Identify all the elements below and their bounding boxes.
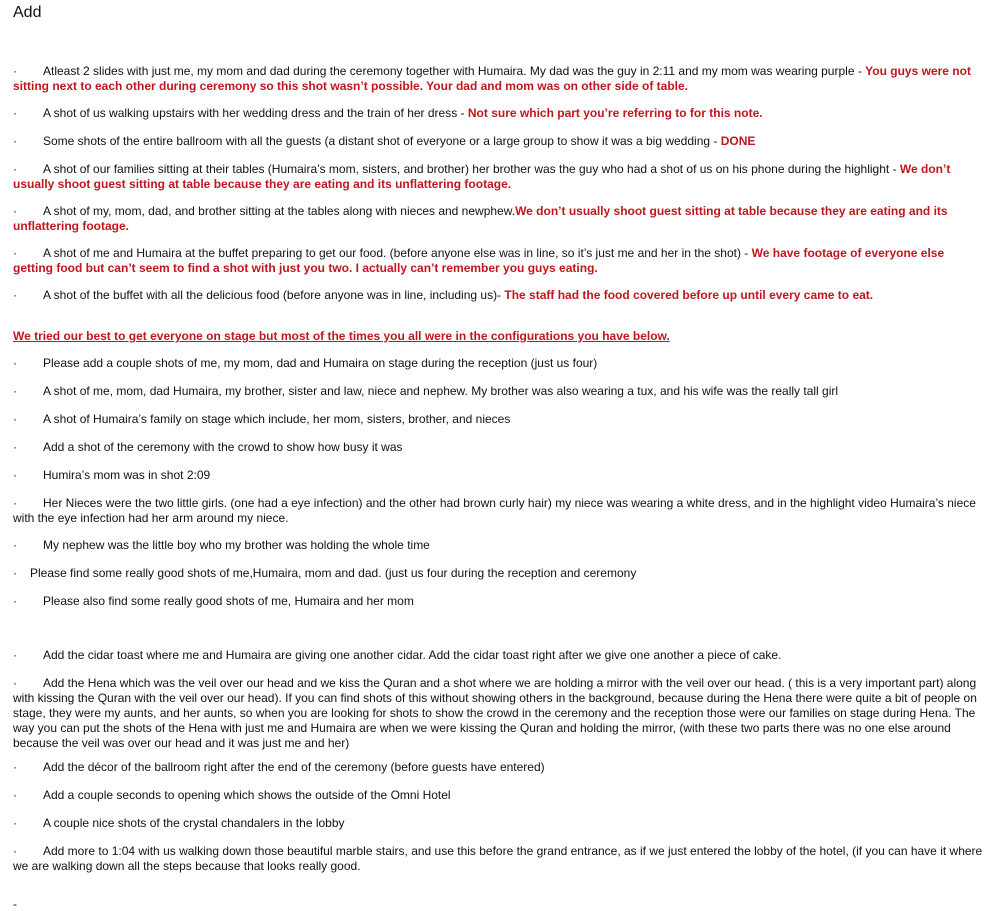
list-item bbox=[13, 844, 983, 874]
item-text: A shot of my, mom, dad, and brother sitting at the tables along with nieces and newphew. bbox=[43, 204, 516, 218]
item-note: The staff had the food covered before up until every came to eat. bbox=[504, 288, 874, 302]
list-item bbox=[13, 162, 983, 192]
list-item bbox=[13, 440, 983, 455]
item-text: Please find some really good shots of me,Humaira, mom and dad. (just us four during the reception and ceremony bbox=[30, 566, 637, 580]
item-note: You guys were not sitting next to each other during ceremony so this shot wasn’t possible. Your dad and mom was on other side of table. bbox=[13, 64, 971, 93]
bullet: · bbox=[13, 384, 17, 398]
bullet: · bbox=[13, 64, 17, 78]
item-text: A shot of me, mom, dad Humaira, my brother, sister and law, niece and nephew. My brother was also wearing a tux, and his wife was the really tall girl bbox=[43, 384, 839, 398]
list-item bbox=[13, 288, 983, 303]
list-item bbox=[13, 468, 983, 483]
item-text: Add the cidar toast where me and Humaira are giving one another cidar. Add the cidar toast right after we give one another a piece of cake. bbox=[43, 648, 782, 662]
item-text: Add the décor of the ballroom right after the end of the ceremony (before guests have entered) bbox=[43, 760, 545, 774]
bullet: · bbox=[13, 134, 17, 148]
list-item bbox=[13, 496, 983, 526]
list-item bbox=[13, 64, 983, 94]
item-text: Please also find some really good shots of me, Humaira and her mom bbox=[43, 594, 414, 608]
bullet: · bbox=[13, 204, 17, 218]
item-text: Atleast 2 slides with just me, my mom and dad during the ceremony together with Humaira. My dad was the guy in 2:11 and my mom was wearing purple - bbox=[43, 64, 866, 78]
list-item bbox=[13, 538, 983, 553]
item-text: My nephew was the little boy who my brother was holding the whole time bbox=[43, 538, 430, 552]
bullet: · bbox=[13, 496, 17, 510]
bullet: · bbox=[13, 440, 17, 454]
bullet: · bbox=[13, 676, 17, 690]
list-item bbox=[13, 566, 983, 581]
bullet: · bbox=[13, 246, 17, 260]
item-text: A shot of the buffet with all the delicious food (before anyone was in line, including us)- bbox=[43, 288, 505, 302]
item-text: Some shots of the entire ballroom with all the guests (a distant shot of everyone or a large group to show it was a big wedding - bbox=[43, 134, 721, 148]
list-item bbox=[13, 594, 983, 609]
bullet: · bbox=[13, 788, 17, 802]
bullet: · bbox=[13, 648, 17, 662]
item-note: DONE bbox=[720, 134, 756, 148]
bullet: · bbox=[13, 162, 17, 176]
item-text: A shot of Humaira’s family on stage which include, her mom, sisters, brother, and nieces bbox=[43, 412, 511, 426]
bullet: · bbox=[13, 594, 17, 608]
list-item bbox=[13, 106, 983, 121]
item-text: Add more to 1:04 with us walking down those beautiful marble stairs, and use this before the grand entrance, as if we just entered the lobby of the hotel, (if you can have it where we are walking down all the steps because that looks really good. bbox=[13, 844, 983, 873]
document-title: Add bbox=[13, 4, 42, 21]
item-text: Humira’s mom was in shot 2:09 bbox=[43, 468, 211, 482]
list-item bbox=[13, 356, 983, 371]
list-item bbox=[13, 816, 983, 831]
section-heading: We tried our best to get everyone on stage but most of the times you all were in the configurations you have below. bbox=[13, 329, 670, 343]
list-item bbox=[13, 134, 983, 149]
bullet: · bbox=[13, 468, 17, 482]
item-note: We don’t usually shoot guest sitting at table because they are eating and its unflattering footage. bbox=[13, 162, 951, 191]
bullet: · bbox=[13, 412, 17, 426]
item-text: Please add a couple shots of me, my mom, dad and Humaira on stage during the reception (just us four) bbox=[43, 356, 598, 370]
bullet: · bbox=[13, 538, 17, 552]
item-note: We don’t usually shoot guest sitting at table because they are eating and its unflattering footage. bbox=[13, 204, 948, 233]
bullet: · bbox=[13, 356, 17, 370]
list-item bbox=[13, 788, 983, 803]
item-text: A shot of us walking upstairs with her wedding dress and the train of her dress - bbox=[43, 106, 468, 120]
item-text: A couple nice shots of the crystal chandalers in the lobby bbox=[43, 816, 345, 830]
bullet: · bbox=[13, 288, 17, 302]
item-text: Add a couple seconds to opening which shows the outside of the Omni Hotel bbox=[43, 788, 451, 802]
list-item bbox=[13, 384, 983, 399]
list-item bbox=[13, 648, 983, 663]
list-item bbox=[13, 412, 983, 427]
list-item bbox=[13, 676, 983, 751]
item-note: We have footage of everyone else getting food but can’t seem to find a shot with just you two. I actually can’t remember you guys eating. bbox=[13, 246, 945, 275]
list-item bbox=[13, 760, 983, 775]
item-text: Add a shot of the ceremony with the crowd to show how busy it was bbox=[43, 440, 403, 454]
item-text: A shot of me and Humaira at the buffet preparing to get our food. (before anyone else was in line, so it’s just me and her in the shot) - bbox=[43, 246, 752, 260]
list-item bbox=[13, 204, 983, 234]
bullet: · bbox=[13, 816, 17, 830]
item-text: A shot of our families sitting at their tables (Humaira’s mom, sisters, and brother) her brother was the guy who had a shot of us on his phone during the highlight - bbox=[43, 162, 900, 176]
bullet: · bbox=[13, 760, 17, 774]
bullet: · bbox=[13, 844, 17, 858]
item-text: Her Nieces were the two little girls. (one had a eye infection) and the other had brown curly hair) my niece was wearing a white dress, and in the highlight video Humaira’s niece with the eye infection had her arm around my niece. bbox=[13, 496, 976, 525]
bullet: · bbox=[13, 566, 17, 580]
trailing-dash: - bbox=[13, 897, 17, 911]
list-item bbox=[13, 246, 983, 276]
bullet: · bbox=[13, 106, 17, 120]
item-note: Not sure which part you’re referring to for this note. bbox=[467, 106, 763, 120]
item-text: Add the Hena which was the veil over our head and we kiss the Quran and a shot where we are holding a mirror with the veil over our head. ( this is a very important part) along with kissing the Quran with the veil over our head). If you can find shots of this without showing others in the background, because during the Hena there were quite a bit of people on stage, they were my aunts, and her aunts, so when you are looking for shots to show the crowd in the ceremony and the reception those were our families on stage during Hena. The way you can put the shots of the Hena with just me and Humaira are when we were kissing the Quran and holding the mirror, (with these two parts there was no one else around because the veil was over our head and it was just me and her) bbox=[13, 676, 977, 750]
